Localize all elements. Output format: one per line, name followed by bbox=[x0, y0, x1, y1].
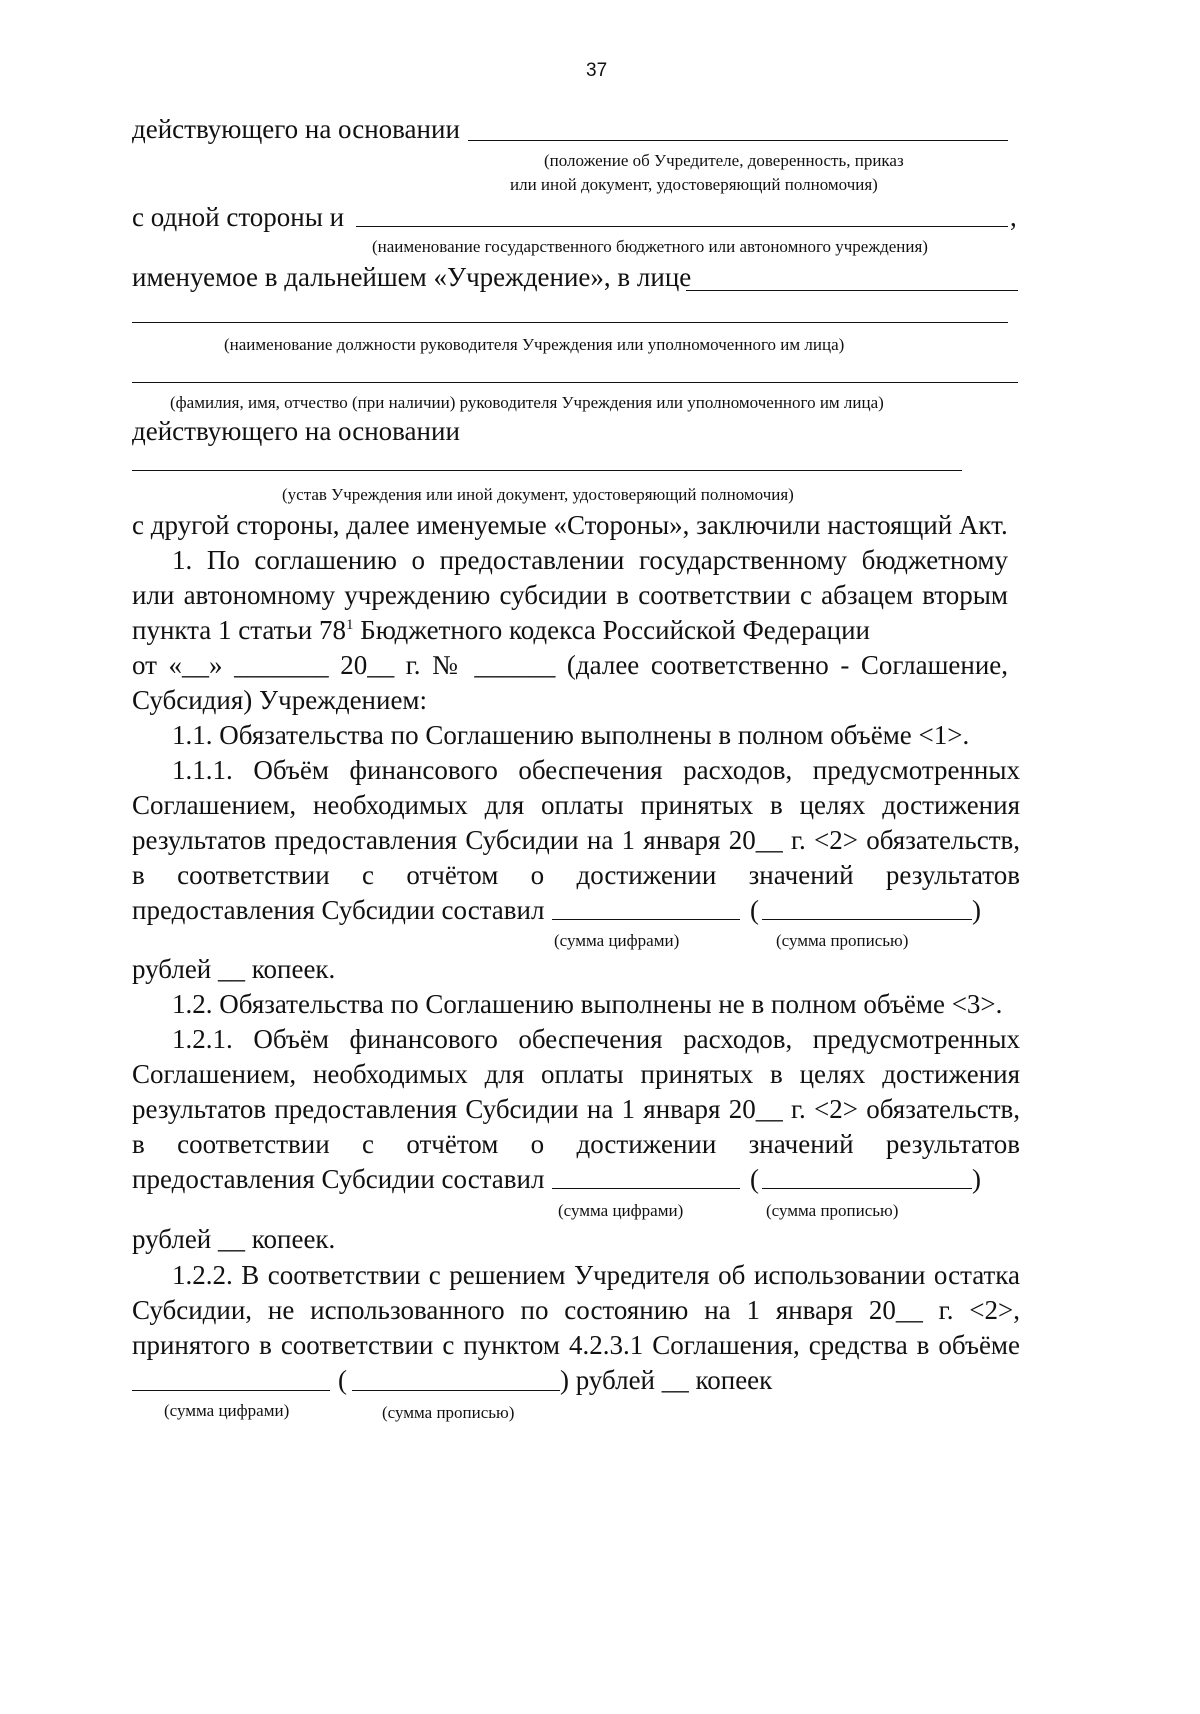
paragraph-line: от «__» _______ 20__ г. № ______ (далее соответственно - Соглашение, bbox=[132, 650, 1008, 680]
sum-words-line bbox=[762, 1188, 972, 1189]
page-number: 37 bbox=[586, 60, 608, 81]
fill-line bbox=[132, 470, 962, 471]
caption: (фамилия, имя, отчество (при наличии) руководителя Учреждения или уполномоченного им лица) bbox=[170, 393, 884, 412]
caption: (сумма прописью) bbox=[382, 1403, 515, 1422]
paragraph-line: с другой стороны, далее именуемые «Стороны», заключили настоящий Акт. bbox=[132, 510, 1008, 540]
close-paren: ) bbox=[972, 1164, 981, 1194]
paragraph-line: в соответствии с отчётом о достижении значений результатов bbox=[132, 860, 1020, 890]
open-paren: ( bbox=[338, 1365, 347, 1395]
paragraph-line: результатов предоставления Субсидии на 1 января 20__ г. <2> обязательств, bbox=[132, 1094, 1020, 1124]
paragraph-line: предоставления Субсидии составил bbox=[132, 1164, 545, 1194]
sum-words-line bbox=[352, 1390, 560, 1391]
sum-digits-line bbox=[132, 1390, 330, 1391]
caption: (сумма цифрами) bbox=[554, 931, 680, 950]
paragraph-line: Соглашением, необходимых для оплаты принятых в целях достижения bbox=[132, 1059, 1020, 1089]
caption: (устав Учреждения или иной документ, удостоверяющий полномочия) bbox=[282, 485, 794, 504]
close-paren: ) bbox=[972, 895, 981, 925]
paragraph-line: Субсидия) Учреждением: bbox=[132, 685, 428, 715]
paragraph-line: или автономному учреждению субсидии в соответствии с абзацем вторым bbox=[132, 580, 1008, 610]
sum-digits-line bbox=[552, 919, 740, 920]
paragraph-line: предоставления Субсидии составил bbox=[132, 895, 545, 925]
paragraph-line: 1.1. Обязательства по Соглашению выполнены в полном объёме <1>. bbox=[172, 720, 970, 750]
caption: (сумма цифрами) bbox=[558, 1201, 684, 1220]
acting-basis-label: действующего на основании bbox=[132, 114, 460, 144]
fill-line bbox=[132, 322, 1008, 323]
caption: (сумма прописью) bbox=[766, 1201, 899, 1220]
paragraph-line: принятого в соответствии с пунктом 4.2.3.1 Соглашения, средства в объёме bbox=[132, 1330, 1020, 1360]
sum-digits-line bbox=[552, 1188, 740, 1189]
fill-line bbox=[356, 226, 1008, 227]
paragraph-line: ) рублей __ копеек bbox=[560, 1365, 773, 1395]
paragraph-line: рублей __ копеек. bbox=[132, 1224, 336, 1254]
comma: , bbox=[1010, 202, 1017, 232]
paragraph-line: 1.1.1. Объём финансового обеспечения расходов, предусмотренных bbox=[172, 755, 1020, 785]
paragraph-line: в соответствии с отчётом о достижении значений результатов bbox=[132, 1129, 1020, 1159]
paragraph-line: Субсидии, не использованного по состоянию на 1 января 20__ г. <2>, bbox=[132, 1295, 1020, 1325]
paragraph-line: результатов предоставления Субсидии на 1 января 20__ г. <2> обязательств, bbox=[132, 825, 1020, 855]
caption: (сумма прописью) bbox=[776, 931, 909, 950]
sum-words-line bbox=[762, 919, 972, 920]
caption: (сумма цифрами) bbox=[164, 1401, 290, 1420]
named-label: именуемое в дальнейшем «Учреждение», в лице bbox=[132, 262, 692, 292]
fill-line bbox=[468, 140, 1008, 141]
paragraph-line: 1. По соглашению о предоставлении государственному бюджетному bbox=[172, 545, 1008, 575]
paragraph-line: 1.2.2. В соответствии с решением Учредителя об использовании остатка bbox=[172, 1260, 1020, 1290]
caption: (наименование должности руководителя Учреждения или уполномоченного им лица) bbox=[224, 335, 845, 354]
one-side-label: с одной стороны и bbox=[132, 202, 345, 232]
caption: (положение об Учредителе, доверенность, приказ bbox=[544, 151, 904, 170]
caption: или иной документ, удостоверяющий полномочия) bbox=[510, 175, 878, 194]
fill-line bbox=[132, 382, 1018, 383]
caption: (наименование государственного бюджетного или автономного учреждения) bbox=[372, 237, 928, 256]
acting-basis-label: действующего на основании bbox=[132, 416, 460, 446]
open-paren: ( bbox=[750, 1164, 759, 1194]
paragraph-line: 1.2. Обязательства по Соглашению выполнены не в полном объёме <3>. bbox=[172, 989, 1003, 1019]
open-paren: ( bbox=[750, 895, 759, 925]
paragraph-line: пункта 1 статьи $78^1$ Бюджетного кодекса Российской Федерации bbox=[132, 615, 870, 645]
paragraph-line: 1.2.1. Объём финансового обеспечения расходов, предусмотренных bbox=[172, 1024, 1020, 1054]
paragraph-line: рублей __ копеек. bbox=[132, 954, 336, 984]
fill-line bbox=[686, 290, 1018, 291]
paragraph-line: Соглашением, необходимых для оплаты принятых в целях достижения bbox=[132, 790, 1020, 820]
